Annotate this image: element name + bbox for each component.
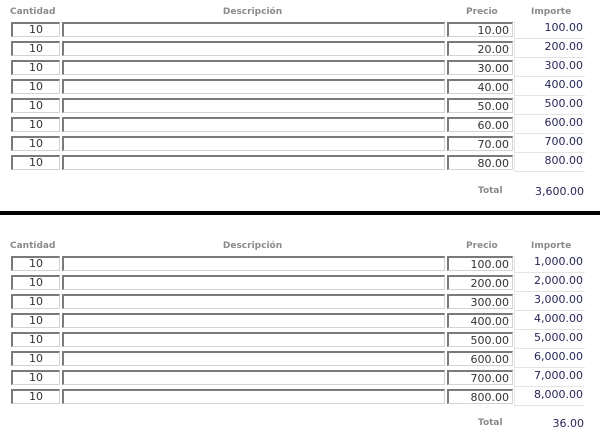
importe-value: 2,000.00 — [514, 274, 585, 292]
table-row — [0, 292, 600, 311]
importe-value: 200.00 — [514, 40, 585, 58]
invoice-table-2 — [0, 234, 600, 439]
column-header-importe: Importe — [531, 7, 572, 17]
importe-value: 100.00 — [514, 21, 585, 39]
precio-input[interactable]: 500.00 — [447, 332, 513, 347]
cantidad-input[interactable]: 10 — [11, 370, 60, 385]
importe-value: 3,000.00 — [514, 293, 585, 311]
column-header-cantidad: Cantidad — [10, 7, 56, 17]
precio-input[interactable]: 800.00 — [447, 389, 513, 404]
descripcion-input[interactable] — [62, 332, 445, 347]
cantidad-input[interactable]: 10 — [11, 98, 60, 113]
precio-input[interactable]: 10.00 — [447, 22, 513, 37]
table-row — [0, 39, 600, 58]
table-row — [0, 387, 600, 406]
descripcion-input[interactable] — [62, 370, 445, 385]
importe-value: 800.00 — [514, 154, 585, 172]
descripcion-input[interactable] — [62, 294, 445, 309]
importe-value: 600.00 — [514, 116, 585, 134]
column-header-descripcion: Descripción — [222, 241, 283, 251]
descripcion-input[interactable] — [62, 256, 445, 271]
descripcion-input[interactable] — [62, 275, 445, 290]
total-label: Total — [478, 186, 503, 196]
importe-value: 7,000.00 — [514, 369, 585, 387]
table-row — [0, 96, 600, 115]
precio-input[interactable]: 20.00 — [447, 41, 513, 56]
precio-input[interactable]: 200.00 — [447, 275, 513, 290]
cantidad-input[interactable]: 10 — [11, 117, 60, 132]
table-row — [0, 330, 600, 349]
total-label: Total — [478, 418, 503, 428]
importe-value: 400.00 — [514, 78, 585, 96]
descripcion-input[interactable] — [62, 117, 445, 132]
importe-value: 4,000.00 — [514, 312, 585, 330]
importe-value: 8,000.00 — [514, 388, 585, 406]
descripcion-input[interactable] — [62, 79, 445, 94]
table-row — [0, 58, 600, 77]
descripcion-input[interactable] — [62, 351, 445, 366]
descripcion-input[interactable] — [62, 389, 445, 404]
cantidad-input[interactable]: 10 — [11, 60, 60, 75]
precio-input[interactable]: 300.00 — [447, 294, 513, 309]
cantidad-input[interactable]: 10 — [11, 294, 60, 309]
precio-input[interactable]: 70.00 — [447, 136, 513, 151]
cantidad-input[interactable]: 10 — [11, 332, 60, 347]
descripcion-input[interactable] — [62, 41, 445, 56]
importe-value: 5,000.00 — [514, 331, 585, 349]
descripcion-input[interactable] — [62, 60, 445, 75]
cantidad-input[interactable]: 10 — [11, 389, 60, 404]
cantidad-input[interactable]: 10 — [11, 136, 60, 151]
descripcion-input[interactable] — [62, 98, 445, 113]
importe-value: 500.00 — [514, 97, 585, 115]
table-row — [0, 368, 600, 387]
precio-input[interactable]: 50.00 — [447, 98, 513, 113]
table-row — [0, 311, 600, 330]
cantidad-input[interactable]: 10 — [11, 313, 60, 328]
table-row — [0, 134, 600, 153]
column-header-precio: Precio — [466, 241, 498, 251]
descripcion-input[interactable] — [62, 22, 445, 37]
precio-input[interactable]: 80.00 — [447, 155, 513, 170]
precio-input[interactable]: 60.00 — [447, 117, 513, 132]
total-value: 3,600.00 — [535, 185, 584, 198]
table-row — [0, 153, 600, 172]
total-value: 36.00 — [552, 417, 584, 430]
precio-input[interactable]: 400.00 — [447, 313, 513, 328]
precio-input[interactable]: 30.00 — [447, 60, 513, 75]
table-row — [0, 115, 600, 134]
section-divider — [0, 211, 600, 215]
descripcion-input[interactable] — [62, 155, 445, 170]
cantidad-input[interactable]: 10 — [11, 275, 60, 290]
precio-input[interactable]: 100.00 — [447, 256, 513, 271]
column-header-importe: Importe — [531, 241, 572, 251]
table-row — [0, 20, 600, 39]
line-items — [0, 20, 600, 172]
precio-input[interactable]: 40.00 — [447, 79, 513, 94]
column-header-cantidad: Cantidad — [10, 241, 56, 251]
invoice-table-1 — [0, 0, 600, 208]
table-row — [0, 254, 600, 273]
descripcion-input[interactable] — [62, 136, 445, 151]
importe-value: 700.00 — [514, 135, 585, 153]
precio-input[interactable]: 700.00 — [447, 370, 513, 385]
importe-value: 1,000.00 — [514, 255, 585, 273]
cantidad-input[interactable]: 10 — [11, 22, 60, 37]
cantidad-input[interactable]: 10 — [11, 79, 60, 94]
table-row — [0, 349, 600, 368]
precio-input[interactable]: 600.00 — [447, 351, 513, 366]
importe-value: 300.00 — [514, 59, 585, 77]
cantidad-input[interactable]: 10 — [11, 41, 60, 56]
cantidad-input[interactable]: 10 — [11, 155, 60, 170]
line-items — [0, 254, 600, 406]
cantidad-input[interactable]: 10 — [11, 351, 60, 366]
table-row — [0, 273, 600, 292]
cantidad-input[interactable]: 10 — [11, 256, 60, 271]
column-header-precio: Precio — [466, 7, 498, 17]
importe-value: 6,000.00 — [514, 350, 585, 368]
descripcion-input[interactable] — [62, 313, 445, 328]
column-header-descripcion: Descripción — [222, 7, 283, 17]
table-row — [0, 77, 600, 96]
